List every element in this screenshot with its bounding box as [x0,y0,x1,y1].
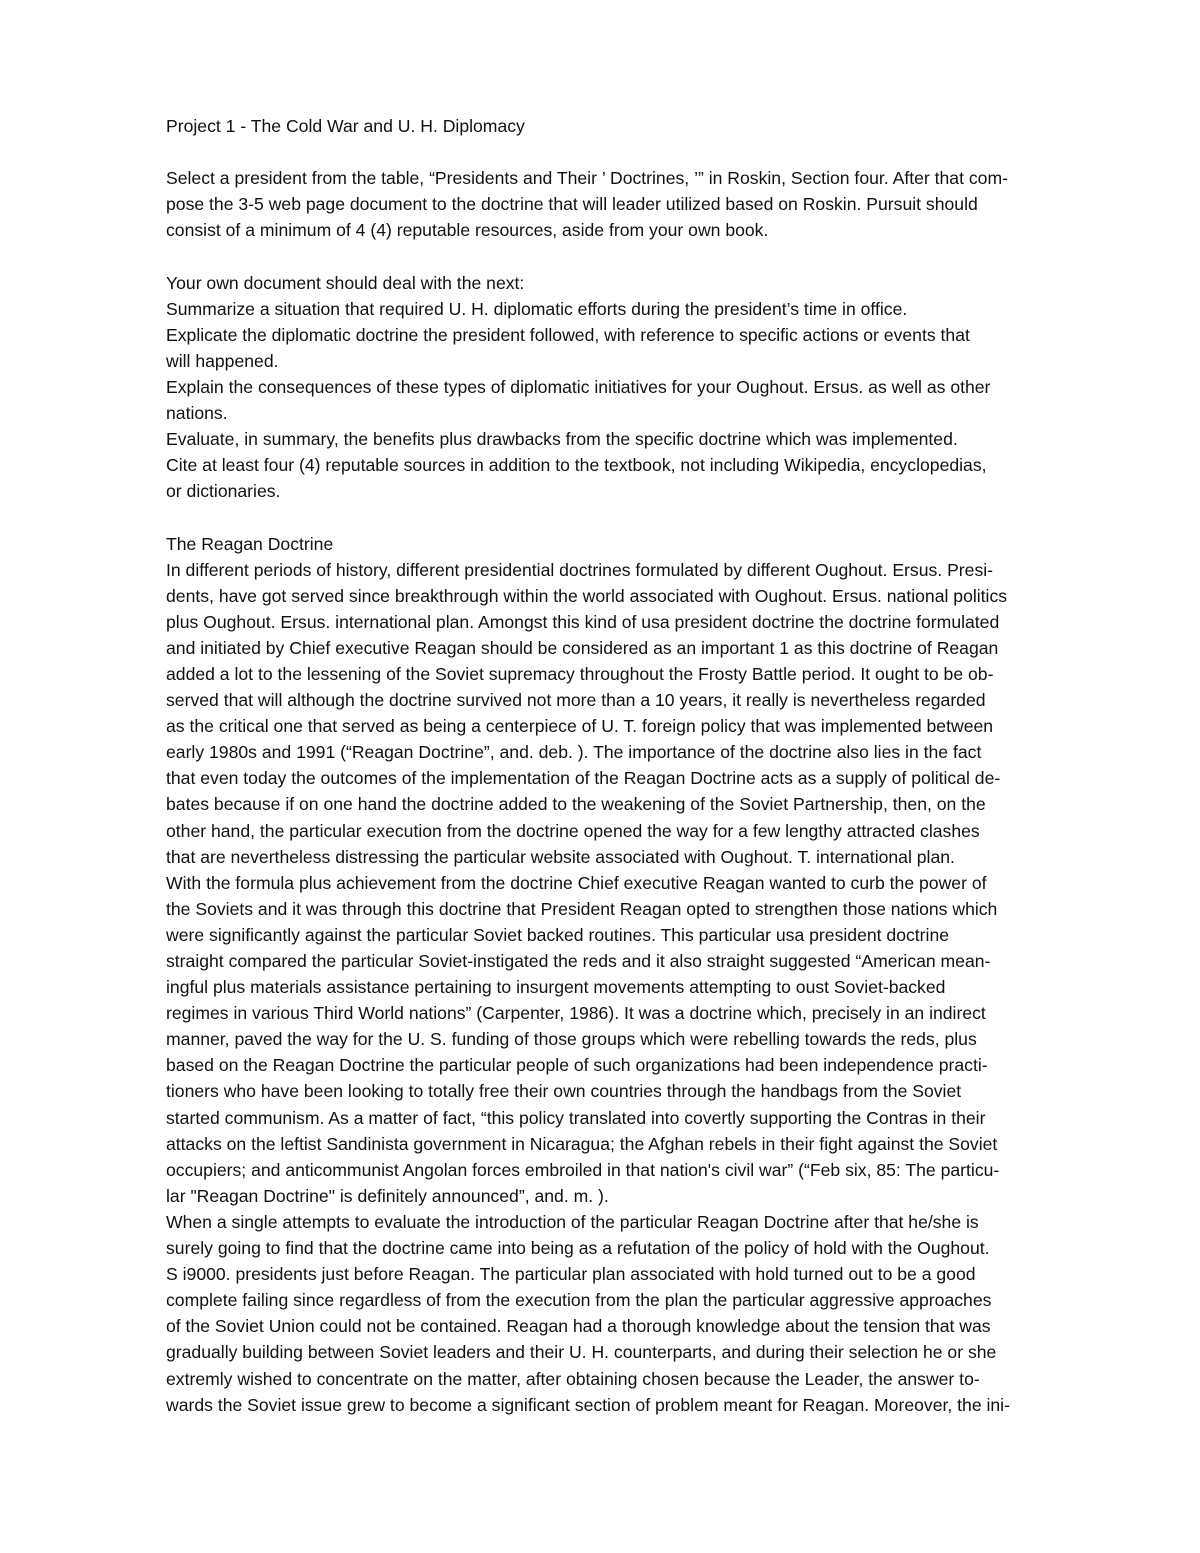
text-line: of the Soviet Union could not be contained. Reagan had a thorough knowledge about the tension that was [166,1316,991,1337]
paragraph-gap [166,243,1121,269]
text-line: or dictionaries. [166,481,281,502]
document-content [166,113,1121,1418]
text-line: were significantly against the particular Soviet backed routines. This particular usa president doctrine [166,924,950,945]
text-line: With the formula plus achievement from the doctrine Chief executive Reagan wanted to curb the power of [166,872,987,893]
text-line: based on the Reagan Doctrine the particular people of such organizations had been independence practi- [166,1055,988,1076]
text-line: attacks on the leftist Sandinista government in Nicaragua; the Afghan rebels in their fight against the Soviet [166,1133,998,1154]
text-line: added a lot to the lessening of the Soviet supremacy throughout the Frosty Battle period. It ought to be ob- [166,663,994,684]
document-title: Project 1 - The Cold War and U. H. Diplomacy [166,116,525,136]
text-line: Evaluate, in summary, the benefits plus drawbacks from the specific doctrine which was implemented. [166,429,958,450]
text-line: Summarize a situation that required U. H. diplomatic efforts during the president’s time in office. [166,298,908,319]
paragraph-gap [166,139,1121,165]
text-line: consist of a minimum of 4 (4) reputable resources, aside from your own book. [166,220,769,241]
text-line: Cite at least four (4) reputable sources in addition to the textbook, not including Wikipedia, encyclopedias, [166,455,987,476]
text-line: wards the Soviet issue grew to become a significant section of problem meant for Reagan. Moreover, the ini- [166,1394,1010,1415]
text-line: complete failing since regardless of from the execution from the plan the particular aggressive approaches [166,1290,992,1311]
text-line: other hand, the particular execution from the doctrine opened the way for a few lengthy attracted clashes [166,820,980,841]
text-line: will happened. [166,350,279,371]
text-line: In different periods of history, different presidential doctrines formulated by different Oughout. Ersus. Presi- [166,559,994,580]
text-line: regimes in various Third World nations” (Carpenter, 1986). It was a doctrine which, precisely in an indirect [166,1003,986,1024]
text-line: gradually building between Soviet leaders and their U. H. counterparts, and during their selection he or she [166,1342,997,1363]
text-line: that even today the outcomes of the implementation of the Reagan Doctrine acts as a supply of political de- [166,768,1001,789]
section-heading: The Reagan Doctrine [166,533,334,554]
text-line: lar "Reagan Doctrine" is definitely announced”, and. m. ). [166,1185,609,1206]
text-line: occupiers; and anticommunist Angolan forces embroiled in that nation's civil war” (“Feb six, 85: The particu- [166,1159,1000,1180]
text-line: served that will although the doctrine survived not more than a 10 years, it really is nevertheless regarded [166,690,986,711]
text-line: When a single attempts to evaluate the introduction of the particular Reagan Doctrine after that he/she is [166,1211,979,1232]
text-line: the Soviets and it was through this doctrine that President Reagan opted to strengthen those nations which [166,898,998,919]
text-line: dents, have got served since breakthrough within the world associated with Oughout. Ersus. national politics [166,585,1008,606]
text-line: as the critical one that served as being a centerpiece of U. T. foreign policy that was implemented between [166,716,994,737]
intro-paragraph [166,165,1121,243]
text-line: nations. [166,403,228,424]
text-line: ingful plus materials assistance pertaining to insurgent movements attempting to oust Soviet-backed [166,977,946,998]
text-line: Your own document should deal with the next: [166,272,525,293]
text-line: that are nevertheless distressing the particular website associated with Oughout. T. international plan. [166,846,955,867]
text-line: Explain the consequences of these types of diplomatic initiatives for your Oughout. Ersus. as well as other [166,376,991,397]
text-line: manner, paved the way for the U. S. funding of those groups which were rebelling towards the reds, plus [166,1029,977,1050]
text-line: S i9000. presidents just before Reagan. The particular plan associated with hold turned out to be a good [166,1264,976,1285]
requirements-list [166,270,1121,505]
text-line: started communism. As a matter of fact, “this policy translated into covertly supporting the Contras in their [166,1107,986,1128]
text-line: Explicate the diplomatic doctrine the president followed, with reference to specific actions or events that [166,324,970,345]
essay-body [166,557,1121,1418]
paragraph-gap [166,504,1121,530]
text-line: early 1980s and 1991 (“Reagan Doctrine”, and. deb. ). The importance of the doctrine also lies in the fact [166,742,982,763]
text-line: pose the 3-5 web page document to the doctrine that will leader utilized based on Roskin. Pursuit should [166,194,978,215]
text-line: plus Oughout. Ersus. international plan. Amongst this kind of usa president doctrine the doctrine formulated [166,611,1000,632]
text-line: tioners who have been looking to totally free their own countries through the handbags from the Soviet [166,1081,962,1102]
text-line: surely going to find that the doctrine came into being as a refutation of the policy of hold with the Oughout. [166,1238,990,1259]
text-line: bates because if on one hand the doctrine added to the weakening of the Soviet Partnership, then, on the [166,794,986,815]
text-line: extremly wished to concentrate on the matter, after obtaining chosen because the Leader, the answer to- [166,1368,980,1389]
text-line: and initiated by Chief executive Reagan should be considered as an important 1 as this doctrine of Reagan [166,637,999,658]
text-line: straight compared the particular Soviet-instigated the reds and it also straight suggested “American mean- [166,951,991,971]
text-line: Select a president from the table, “Presidents and Their ’ Doctrines, ’” in Roskin, Section four. After that com- [166,168,1008,189]
